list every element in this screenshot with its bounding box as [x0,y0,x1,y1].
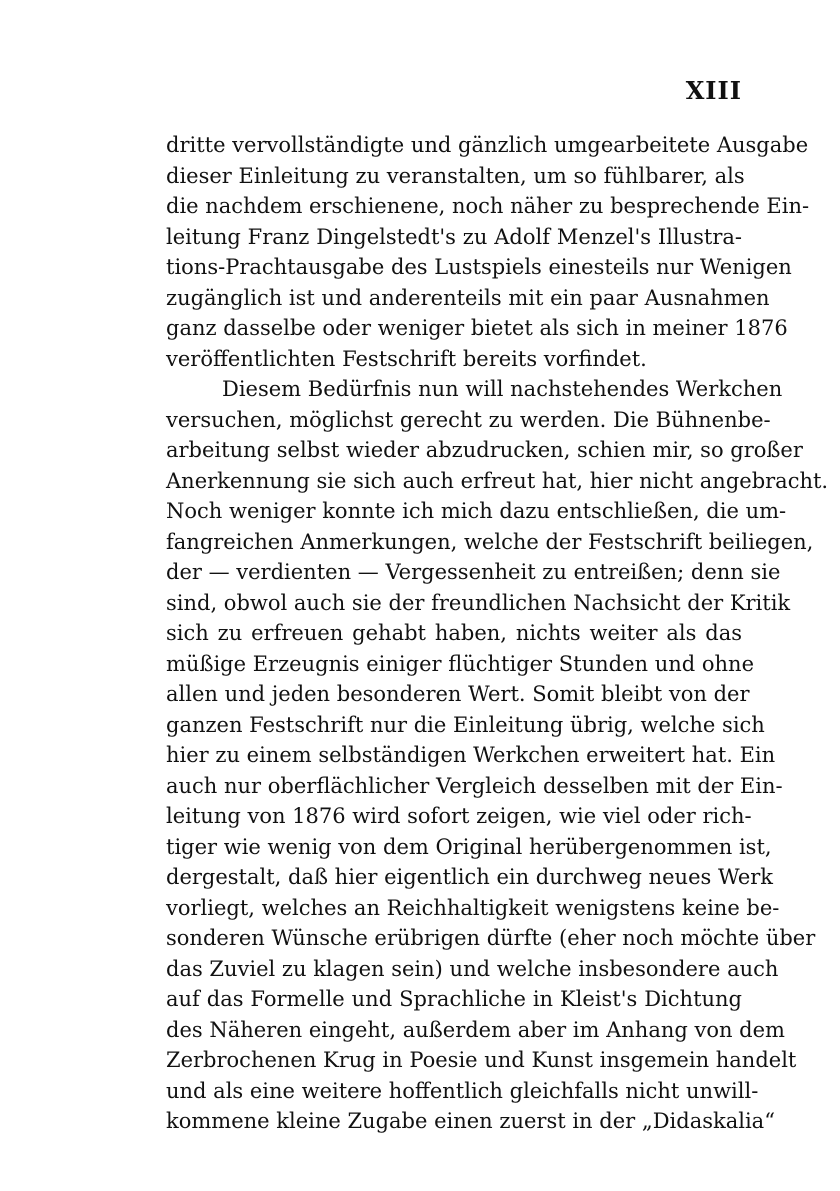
text-line: allen und jeden besonderen Wert. Somit bleibt von der [166,682,750,706]
text-line: fangreichen Anmerkungen, welche der Festschrift beiliegen, [166,529,814,554]
text-line: dergestalt, daß hier eigentlich ein durchweg neues Werk [166,865,774,889]
text-line: der — verdienten — Vergessenheit zu entreißen; denn sie [166,560,781,584]
text-line: ganzen Festschrift nur die Einleitung übrig, welche sich [166,712,765,737]
text-line: sonderen Wünsche erübrigen dürfte (eher noch möchte über [166,926,816,950]
text-line: ganz dasselbe oder weniger bietet als sich in meiner 1876 [166,316,788,340]
text-line: hier zu einem selbständigen Werkchen erweitert hat. Ein [166,743,776,767]
text-line: auch nur oberflächlicher Vergleich desselben mit der Ein- [166,773,783,798]
text-line: Diesem Bedürfnis nun will nachstehendes Werkchen [222,377,783,401]
text-line: auf das Formelle und Sprachliche in Kleist's Dichtung [166,987,742,1011]
text-line: versuchen, möglichst gerecht zu werden. Die Bühnenbe- [166,407,771,432]
text-line: arbeitung selbst wieder abzudrucken, schien mir, so großer [166,438,803,462]
text-line: und als eine weitere hoffentlich gleichfalls nicht unwill- [166,1078,759,1103]
text-line: tions-Prachtausgabe des Lustspiels einesteils nur Wenigen [166,255,792,279]
text-line: leitung Franz Dingelstedt's zu Adolf Menzel's Illustra- [166,224,742,249]
text-line: veröffentlichten Festschrift bereits vorfindet. [166,346,647,371]
text-line: Anerkennung sie sich auch erfreut hat, hier nicht angebracht. [166,468,829,493]
text-line: zugänglich ist und anderenteils mit ein paar Ausnahmen [166,285,770,310]
body-text [166,130,829,1137]
text-line: vorliegt, welches an Reichhaltigkeit wenigstens keine be- [166,895,780,920]
text-line: leitung von 1876 wird sofort zeigen, wie viel oder rich- [166,804,752,828]
text-line: das Zuviel zu klagen sein) und welche insbesondere auch [166,956,779,981]
text-line: müßige Erzeugnis einiger flüchtiger Stunden und ohne [166,651,755,676]
text-line: dritte vervollständigte und gänzlich umgearbeitete Ausgabe [166,133,809,157]
text-line: tiger wie wenig von dem Original herübergenommen ist, [166,834,772,859]
text-line: kommene kleine Zugabe einen zuerst in der „Didaskalia“ [166,1109,775,1133]
text-line: sich zu erfreuen gehabt haben, nichts weiter als das [166,621,742,645]
text-line: sind, obwol auch sie der freundlichen Nachsicht der Kritik [166,590,791,615]
page-number: XIII [685,76,742,105]
text-line: die nachdem erschienene, noch näher zu besprechende Ein- [166,194,810,218]
text-line: dieser Einleitung zu veranstalten, um so fühlbarer, als [166,163,745,188]
text-line: Zerbrochenen Krug in Poesie und Kunst insgemein handelt [166,1048,797,1072]
text-line: des Näheren eingeht, außerdem aber im Anhang von dem [166,1017,785,1042]
text-line: Noch weniger konnte ich mich dazu entschließen, die um- [166,499,787,523]
